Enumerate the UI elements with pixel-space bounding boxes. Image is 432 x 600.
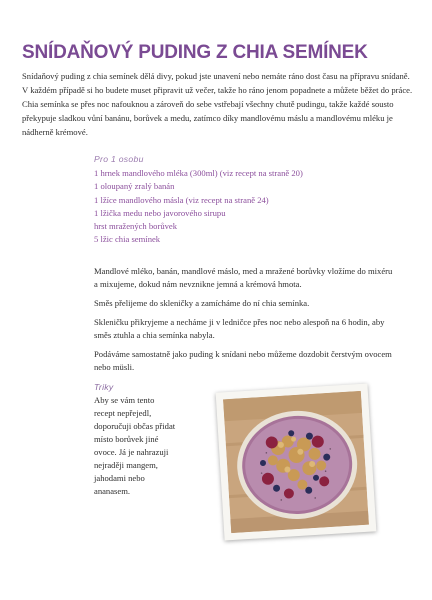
ingredients-section	[94, 153, 394, 247]
ingredient-item: 1 hrnek mandlového mléka (300ml) (viz recept na straně 20)	[94, 168, 303, 178]
ingredients-list	[94, 167, 394, 247]
method-step: Skleničku přikryjeme a necháme ji v ledničce přes noc nebo alespoň na 6 hodin, aby směs ztuhla a chia semínka nabyla.	[94, 317, 385, 340]
method-step: Podáváme samostatně jako puding k snídani nebo můžeme dozdobit čerstvým ovocem nebo müsli.	[94, 349, 392, 372]
tip-text: Aby se vám tento recept nepřejedl, doporučuji občas přidat místo borůvek jiné ovoce. Já je nahrazuji nejraději mangem, jahodami nebo ananasem.	[94, 395, 176, 496]
ingredient-item: 5 lžic chia semínek	[94, 234, 161, 245]
tip-heading: Triky	[94, 382, 114, 392]
chia-pudding-bowl-photo	[216, 383, 377, 540]
ingredients-heading: Pro 1 osobu	[94, 154, 144, 164]
ingredient-item: 1 lžička medu nebo javorového sirupu	[94, 207, 226, 218]
ingredient-item: 1 lžíce mandlového másla (viz recept na straně 24)	[94, 194, 269, 205]
tip-section	[94, 381, 176, 498]
recipe-title: SNÍDAŇOVÝ PUDING Z CHIA SEMÍNEK	[22, 41, 368, 63]
method-section	[94, 265, 394, 380]
pudding-bowl-illustration	[223, 391, 369, 533]
method-step: Mandlové mléko, banán, mandlové máslo, med a mražené borůvky vložíme do mixéru a mixujeme, dokud nám nevznikne jemná a krémová hmota.	[94, 266, 393, 289]
ingredient-item: 1 oloupaný zralý banán	[94, 181, 175, 192]
method-step: Směs přelijeme do skleničky a zamícháme do ní chia semínka.	[94, 298, 310, 308]
ingredient-item: hrst mražených borůvek	[94, 221, 178, 232]
recipe-intro: Snídaňový puding z chia semínek dělá divy, pokud jste unavení nebo nemáte ráno dost času na přípravu snídaně. V každém případě si ho budete muset připravit už večer, takže ho ráno jenom popadnete a můžete běžet do práce. Chia semínka se přes noc nafouknou a zároveň do sebe vstřebají všechny chutě pudingu, takže každé sousto překypuje sladkou vůní banánu, borůvek a medu, zatímco díky mandlovému máslu a mandlovému mléku je nádherně krémové.	[22, 71, 413, 137]
